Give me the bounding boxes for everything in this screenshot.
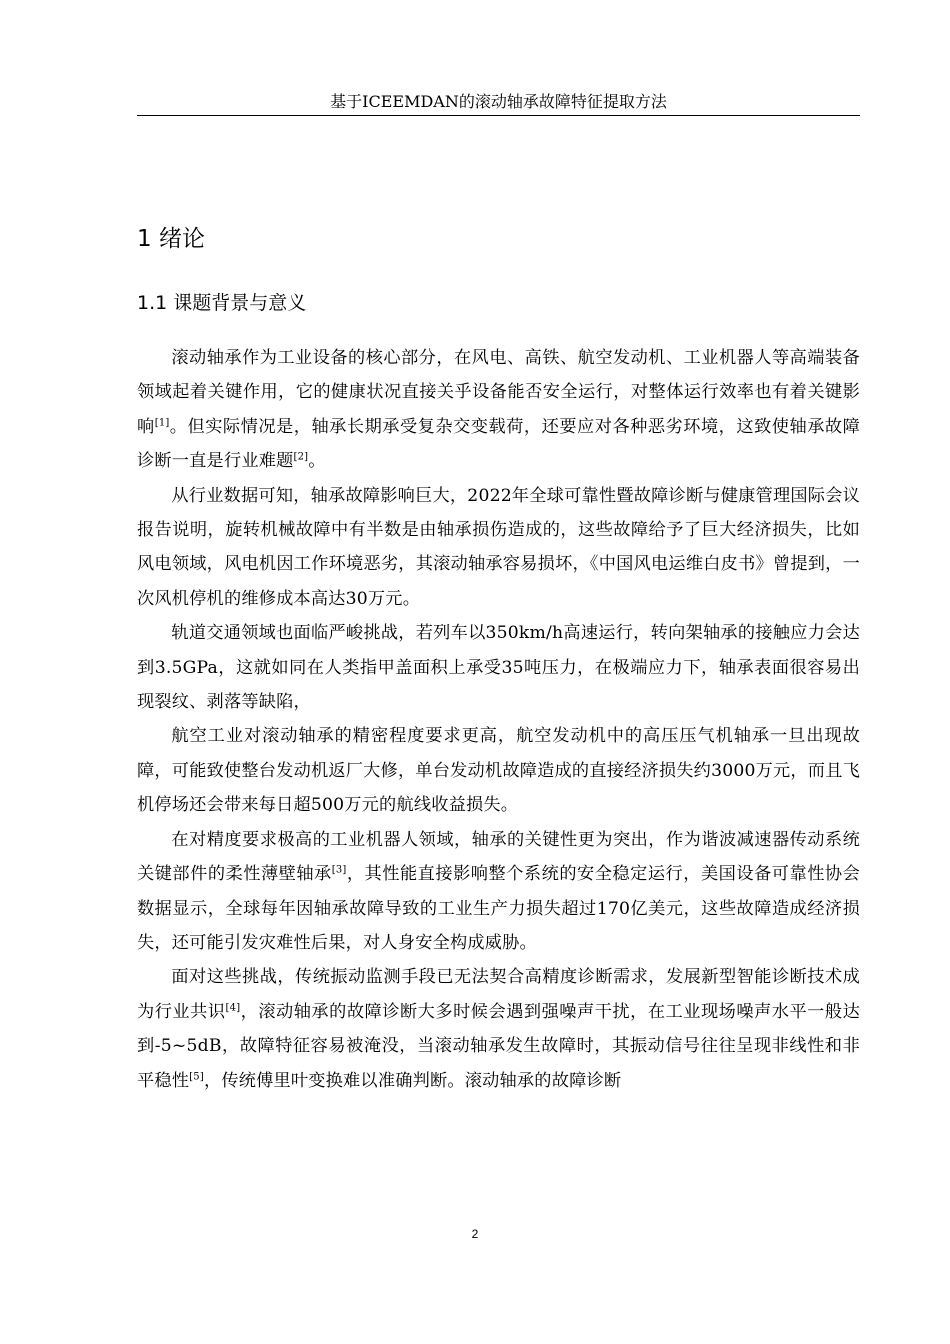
paragraph-5: 在对精度要求极高的工业机器人领域，轴承的关键性更为突出，作为谐波减速器传动系统关键部件的柔性薄壁轴承[3]，其性能直接影响整个系统的安全稳定运行，美国设备可靠性协会数据显示，全球每年因轴承故障导致的工业生产力损失超过170亿美元，这些故障造成经济损失，还可能引发灾难性后果，对人身安全构成威胁。: [137, 829, 860, 953]
citation: [2]: [293, 451, 309, 463]
page-number: 2: [471, 1227, 479, 1241]
citation: [1]: [154, 417, 170, 429]
citation: [3]: [331, 864, 347, 876]
paragraph-1: 滚动轴承作为工业设备的核心部分，在风电、高铁、航空发动机、工业机器人等高端装备领域起着关键作用，它的健康状况直接关乎设备能否安全运行，对整体运行效率也有着关键影响[1]。但实际情况是，轴承长期承受复杂交变载荷，还要应对各种恶劣环境，这致使轴承故障诊断一直是行业难题[2]。: [137, 348, 861, 472]
body-text: [137, 341, 860, 1098]
citation: [5]: [189, 1070, 204, 1082]
header-rule: [137, 115, 860, 116]
section-title: 1.1 课题背景与意义: [137, 292, 307, 314]
paragraph-6: 面对这些挑战，传统振动监测手段已无法契合高精度诊断需求，发展新型智能诊断技术成为行业共识[4]，滚动轴承的故障诊断大多时候会遇到强噪声干扰，在工业现场噪声水平一般达到-5~5dB，故障特征容易被淹没，当滚动轴承发生故障时，其振动信号往往呈现非线性和非平稳性[5]，传统傅里叶变换难以准确判断。滚动轴承的故障诊断: [137, 967, 860, 1091]
citation: [4]: [225, 1001, 241, 1013]
paragraph-2: 从行业数据可知，轴承故障影响巨大，2022年全球可靠性暨故障诊断与健康管理国际会议报告说明，旋转机械故障中有半数是由轴承损伤造成的，这些故障给予了巨大经济损失，比如风电领域，风电机因工作环境恶劣，其滚动轴承容易损坏，《中国风电运维白皮书》曾提到，一次风机停机的维修成本高达30万元。: [137, 485, 860, 609]
chapter-title: 1 绪论: [137, 226, 205, 252]
paragraph-4: 航空工业对滚动轴承的精密程度要求更高，航空发动机中的高压压气机轴承一旦出现故障，可能致使整台发动机返厂大修，单台发动机故障造成的直接经济损失约3000万元，而且飞机停场还会带来每日超500万元的航线收益损失。: [137, 726, 860, 816]
running-header: 基于ICEEMDAN的滚动轴承故障特征提取方法: [330, 92, 667, 111]
paragraph-3: 轨道交通领域也面临严峻挑战，若列车以350km/h高速运行，转向架轴承的接触应力会达到3.5GPa，这就如同在人类指甲盖面积上承受35吨压力，在极端应力下，轴承表面很容易出现裂纹、剥落等缺陷，: [137, 623, 860, 713]
